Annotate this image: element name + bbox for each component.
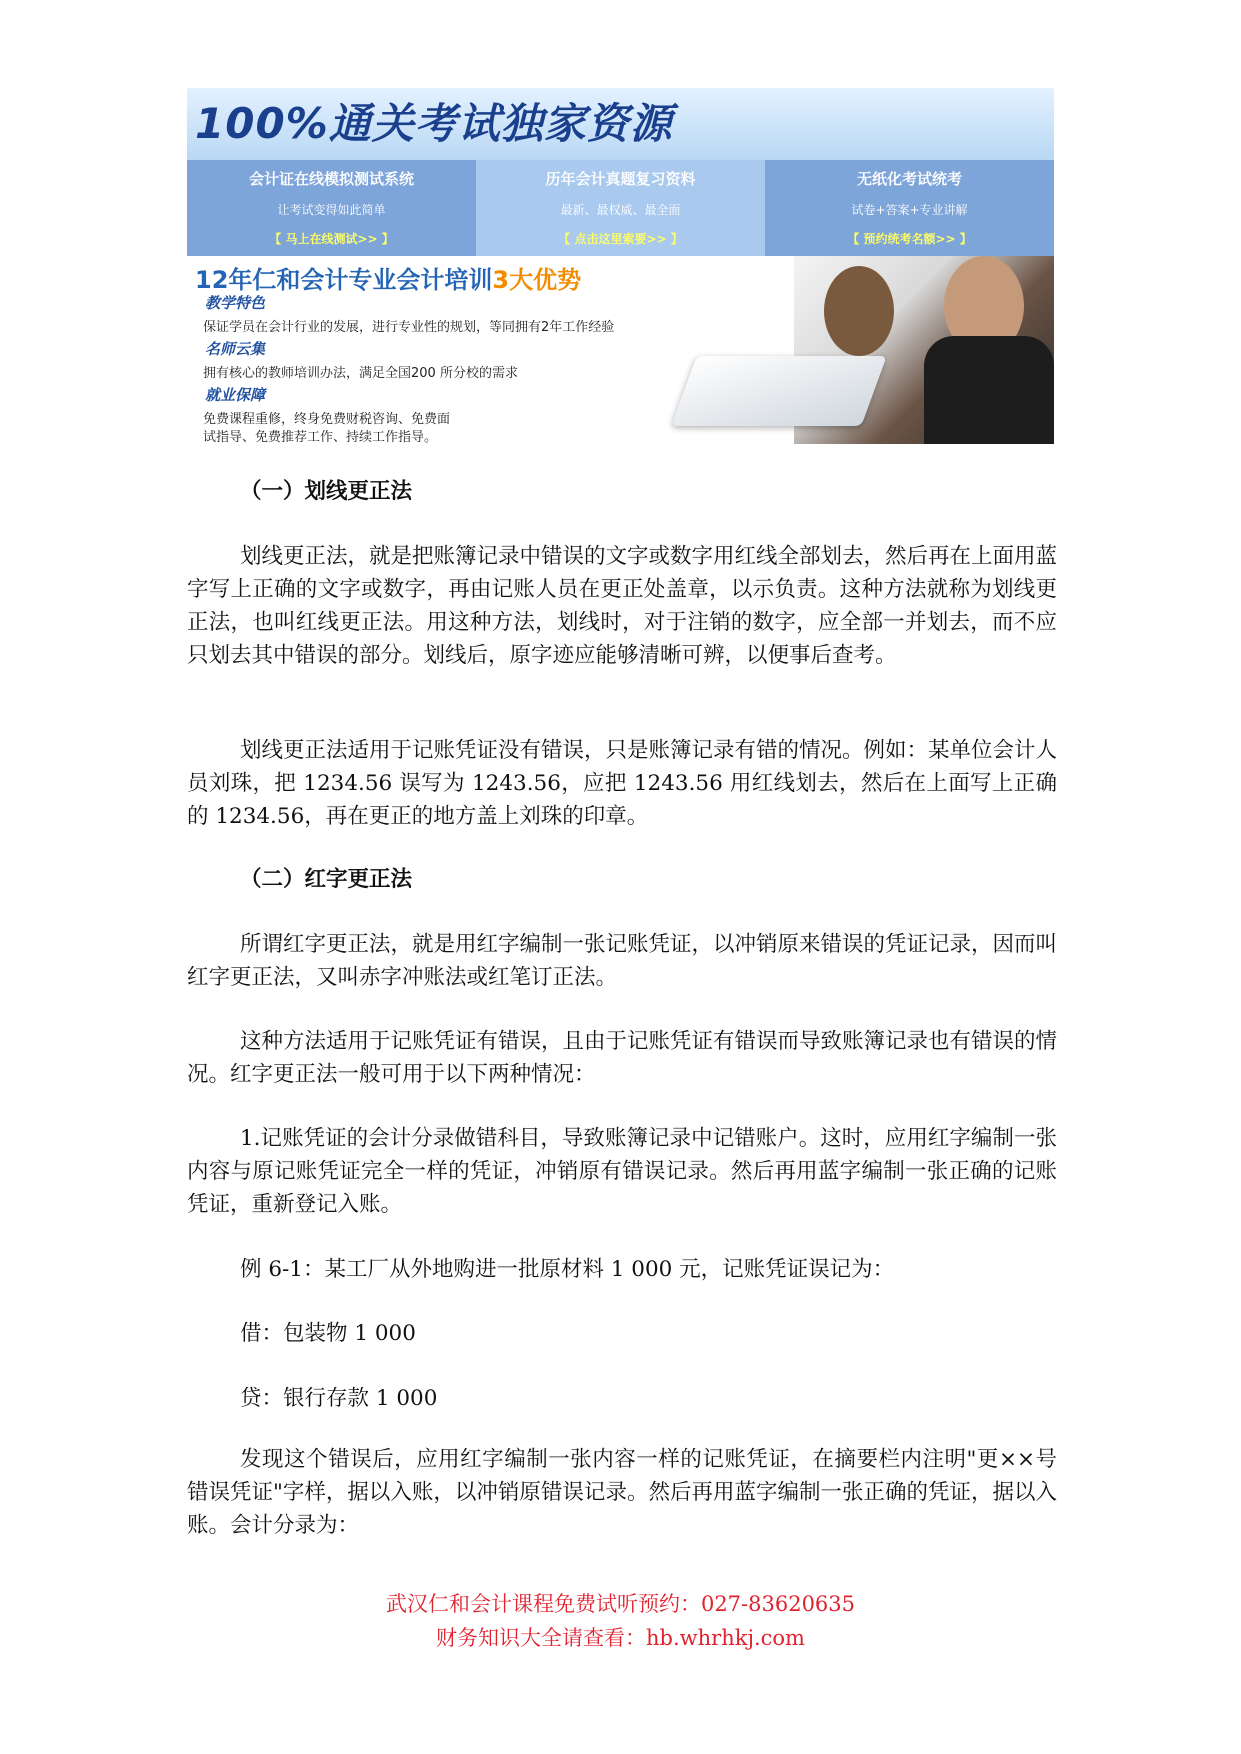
online-test-link[interactable]: 【 马上在线测试>> 】 [269, 232, 394, 246]
feature-heading: 名师云集 [205, 340, 266, 358]
paragraph [187, 540, 1057, 672]
footer-phone: 武汉仁和会计课程免费试听预约：027-83620635 [385, 1592, 856, 1616]
banner-column-mock-test [187, 160, 476, 256]
photo-figure-female [824, 266, 894, 356]
promo-banner[interactable] [187, 88, 1054, 444]
promo-title-main: 12年仁和会计专业会计培训 [195, 266, 493, 294]
banner-title: 100%通关考试独家资源 [195, 99, 673, 148]
paragraph [187, 928, 1057, 994]
banner-column-sub: 让考试变得如此简单 [277, 203, 386, 217]
feature-text: 拥有核心的教师培训办法，满足全国200 所分校的需求 [203, 366, 518, 381]
banner-column-heading: 无纸化考试统考 [856, 170, 962, 188]
banner-column-paperless-exam [765, 160, 1054, 256]
feature-heading: 就业保障 [205, 386, 266, 404]
feature-heading: 教学特色 [205, 294, 266, 312]
paragraph [187, 1443, 1057, 1542]
photo-laptop [671, 356, 886, 426]
feature-text: 免费课程重修，终身免费财税咨询、免费面 [203, 412, 451, 427]
banner-header [187, 88, 1054, 160]
paragraph-text: 发现这个错误后，应用红字编制一张内容一样的记账凭证，在摘要栏内注明"更××号错误凭证"字样，据以入账，以冲销原错误记录。然后再用蓝字编制一张正确的凭证，据以入账。会计分录为： [187, 1447, 1057, 1538]
reserve-exam-link[interactable]: 【 预约统考名额>> 】 [847, 232, 972, 246]
banner-column-heading: 会计证在线模拟测试系统 [248, 170, 414, 188]
feature-text: 试指导、免费推荐工作、持续工作指导。 [203, 430, 438, 444]
paragraph-text: 划线更正法适用于记账凭证没有错误，只是账簿记录有错的情况。例如：某单位会计人员刘珠，把 1234.56 误写为 1243.56，应把 1243.56 用红线划去，然后在上面写上正确的 1234.56，再在更正的地方盖上刘珠的印章。 [187, 738, 1058, 829]
request-materials-link[interactable]: 【 点击这里索要>> 】 [558, 232, 683, 246]
debit-entry: 借：包装物 1 000 [240, 1321, 416, 1346]
paragraph-text: 这种方法适用于记账凭证有错误，且由于记账凭证有错误而导致账簿记录也有错误的情况。红字更正法一般可用于以下两种情况： [187, 1029, 1058, 1087]
footer-website[interactable]: 财务知识大全请查看：hb.whrhkj.com [436, 1626, 805, 1650]
feature-text: 保证学员在会计行业的发展，进行专业性的规划，等同拥有2年工作经验 [203, 320, 615, 335]
promo-title [195, 260, 581, 295]
paragraph [187, 1025, 1057, 1091]
banner-column-past-exams [476, 160, 765, 256]
promo-title-highlight: 3大优势 [492, 266, 582, 294]
credit-entry: 贷：银行存款 1 000 [240, 1386, 438, 1411]
banner-columns [187, 160, 1054, 256]
paragraph-text: 划线更正法，就是把账簿记录中错误的文字或数字用红线全部划去，然后再在上面用蓝字写上正确的文字或数字，再由记账人员在更正处盖章，以示负责。这种方法就称为划线更正法，也叫红线更正法。用这种方法，划线时，对于注销的数字，应全部一并划去，而不应只划去其中错误的部分。划线后，原字迹应能够清晰可辨，以便事后查考。 [187, 544, 1058, 668]
paragraph [187, 734, 1057, 833]
section-heading: （一）划线更正法 [240, 479, 413, 504]
example-line: 例 6-1：某工厂从外地购进一批原材料 1 000 元，记账凭证误记为： [240, 1257, 895, 1282]
paragraph-text: 所谓红字更正法，就是用红字编制一张记账凭证，以冲销原来错误的凭证记录，因而叫红字更正法，又叫赤字冲账法或红笔订正法。 [187, 932, 1058, 990]
banner-promo [187, 256, 1054, 444]
banner-column-sub: 最新、最权威、最全面 [560, 203, 681, 217]
paragraph-text: 1.记账凭证的会计分录做错科目，导致账簿记录中记错账户。这时，应用红字编制一张内容与原记账凭证完全一样的凭证，冲销原有错误记录。然后再用蓝字编制一张正确的记账凭证，重新登记入账。 [187, 1126, 1057, 1217]
banner-column-heading: 历年会计真题复习资料 [545, 170, 696, 188]
students-photo [794, 256, 1054, 444]
photo-figure-body [924, 336, 1054, 444]
section-heading: （二）红字更正法 [240, 867, 413, 892]
banner-column-sub: 试卷+答案+专业讲解 [851, 203, 968, 217]
paragraph [187, 1122, 1057, 1221]
